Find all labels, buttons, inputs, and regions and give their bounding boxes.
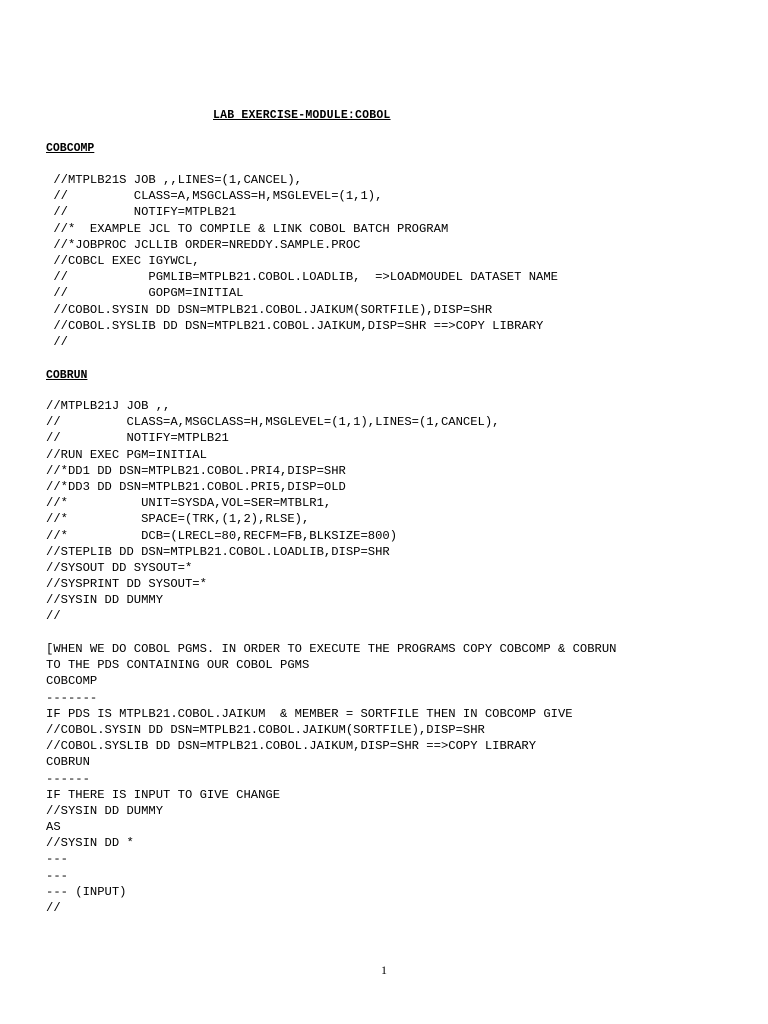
code-line: COBCOMP [46, 674, 98, 689]
code-line: // [46, 609, 61, 624]
code-line: //COBOL.SYSLIB DD DSN=MTPLB21.COBOL.JAIKUM,DISP=SHR ==>COPY LIBRARY [46, 739, 537, 754]
code-line: // GOPGM=INITIAL [46, 286, 244, 301]
code-line: //COBCL EXEC IGYWCL, [46, 253, 200, 268]
code-line: // CLASS=A,MSGCLASS=H,MSGLEVEL=(1,1), [46, 189, 383, 204]
code-line: //* DCB=(LRECL=80,RECFM=FB,BLKSIZE=800) [46, 528, 398, 543]
code-line: --- [46, 868, 68, 883]
code-line: AS [46, 820, 61, 835]
code-line: IF PDS IS MTPLB21.COBOL.JAIKUM & MEMBER = SORTFILE THEN IN COBCOMP GIVE [46, 706, 573, 721]
code-line: [WHEN WE DO COBOL PGMS. IN ORDER TO EXECUTE THE PROGRAMS COPY COBCOMP & COBRUN [46, 642, 617, 656]
code-line: IF THERE IS INPUT TO GIVE CHANGE [46, 787, 281, 802]
code-line: //MTPLB21J JOB ,, [46, 399, 171, 413]
code-line: --- (INPUT) [46, 884, 127, 899]
section-heading-cobrun: COBRUN [46, 369, 88, 382]
code-line: //SYSOUT DD SYSOUT=* [46, 560, 193, 575]
document-title: LAB EXERCISE-MODULE:COBOL [213, 109, 391, 122]
code-line: // CLASS=A,MSGCLASS=H,MSGLEVEL=(1,1),LINES=(1,CANCEL), [46, 415, 500, 430]
code-line: ------- [46, 690, 98, 705]
code-line: // NOTIFY=MTPLB21 [46, 205, 237, 220]
code-line: // [46, 334, 68, 349]
code-line: //SYSPRINT DD SYSOUT=* [46, 577, 207, 592]
code-line: ------ [46, 771, 90, 786]
code-line: COBRUN [46, 755, 90, 770]
code-line: //COBOL.SYSIN DD DSN=MTPLB21.COBOL.JAIKUM(SORTFILE),DISP=SHR [46, 302, 493, 317]
code-line: //COBOL.SYSIN DD DSN=MTPLB21.COBOL.JAIKUM(SORTFILE),DISP=SHR [46, 722, 485, 737]
code-line: //* UNIT=SYSDA,VOL=SER=MTBLR1, [46, 496, 332, 511]
code-line: //* SPACE=(TRK,(1,2),RLSE), [46, 512, 310, 527]
code-line: //*DD1 DD DSN=MTPLB21.COBOL.PRI4,DISP=SHR [46, 463, 346, 478]
code-line: // PGMLIB=MTPLB21.COBOL.LOADLIB, =>LOADMOUDEL DATASET NAME [46, 270, 558, 285]
code-line: //SYSIN DD DUMMY [46, 803, 164, 818]
code-line: --- [46, 852, 68, 867]
code-line: //* EXAMPLE JCL TO COMPILE & LINK COBOL BATCH PROGRAM [46, 221, 449, 236]
code-line: // [46, 901, 61, 915]
code-line: // NOTIFY=MTPLB21 [46, 431, 229, 446]
code-line: //MTPLB21S JOB ,,LINES=(1,CANCEL), [46, 173, 302, 187]
code-line: //COBOL.SYSLIB DD DSN=MTPLB21.COBOL.JAIKUM,DISP=SHR ==>COPY LIBRARY [46, 318, 544, 333]
cobrun-jcl-block [46, 398, 499, 625]
cobcomp-jcl-block [46, 172, 558, 350]
code-line: //*DD3 DD DSN=MTPLB21.COBOL.PRI5,DISP=OLD [46, 479, 346, 494]
code-line: //RUN EXEC PGM=INITIAL [46, 447, 207, 462]
code-line: //SYSIN DD DUMMY [46, 593, 164, 608]
section-heading-cobcomp: COBCOMP [46, 142, 95, 155]
code-line: //*JOBPROC JCLLIB ORDER=NREDDY.SAMPLE.PROC [46, 237, 361, 252]
code-line: //SYSIN DD * [46, 836, 134, 851]
page-number: 1 [381, 963, 387, 977]
code-line: TO THE PDS CONTAINING OUR COBOL PGMS [46, 658, 310, 673]
notes-block [46, 641, 616, 916]
code-line: //STEPLIB DD DSN=MTPLB21.COBOL.LOADLIB,DISP=SHR [46, 544, 390, 559]
